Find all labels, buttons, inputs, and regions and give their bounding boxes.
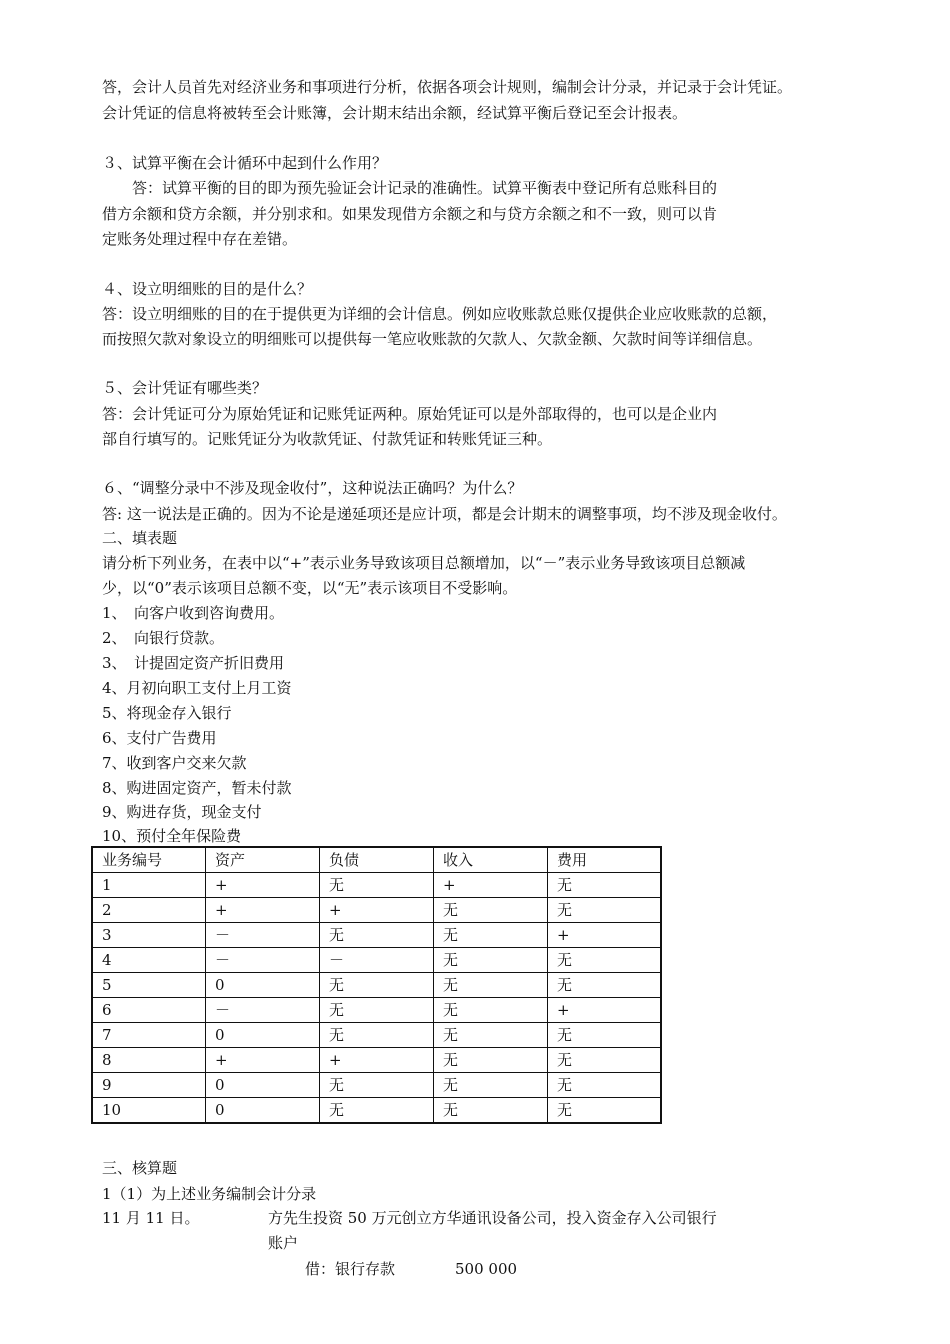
table-cell: 无 <box>548 948 662 973</box>
table-cell: 无 <box>548 1023 662 1048</box>
table-cell: 无 <box>320 923 434 948</box>
text-line: 定账务处理过程中存在差错。 <box>102 230 298 248</box>
table-row <box>92 973 661 998</box>
table-row <box>92 923 661 948</box>
debit-account: 借：银行存款 <box>305 1260 396 1278</box>
list-item: 9、购进存货，现金支付 <box>102 803 262 821</box>
column-header: 费用 <box>548 847 662 873</box>
table-cell: 无 <box>320 1023 434 1048</box>
table-cell: 无 <box>320 873 434 898</box>
table-cell: 1 <box>92 873 206 898</box>
text-line: 少，以“0”表示该项目总额不变，以“无”表示该项目不受影响。 <box>102 579 518 597</box>
question-heading: ５、会计凭证有哪些类？ <box>102 379 268 397</box>
table-cell: － <box>206 998 320 1023</box>
column-header: 收入 <box>434 847 548 873</box>
question-heading: ４、设立明细账的目的是什么？ <box>102 280 313 298</box>
table-cell: 无 <box>548 1098 662 1124</box>
question-heading: ６、“调整分录中不涉及现金收付”，这种说法正确吗？为什么？ <box>102 479 523 497</box>
column-header: 业务编号 <box>92 847 206 873</box>
table-row <box>92 873 661 898</box>
list-item: 10、预付全年保险费 <box>102 827 242 845</box>
text-line: 而按照欠款对象设立的明细账可以提供每一笔应收账款的欠款人、欠款金额、欠款时间等详细信息。 <box>102 330 763 348</box>
table-cell: 无 <box>434 1073 548 1098</box>
debit-amount: 500 000 <box>455 1260 518 1278</box>
table-row <box>92 1073 661 1098</box>
business-analysis-table <box>91 846 662 1124</box>
text-line: 请分析下列业务，在表中以“+”表示业务导致该项目总额增加，以“－”表示业务导致该项目总额减 <box>102 554 746 572</box>
table-cell: 无 <box>548 898 662 923</box>
list-item: 1、 向客户收到咨询费用。 <box>102 604 285 622</box>
text-line: 答：会计凭证可分为原始凭证和记账凭证两种。原始凭证可以是外部取得的，也可以是企业内 <box>102 405 718 423</box>
table-header-row <box>92 847 661 873</box>
table-cell: 无 <box>434 1023 548 1048</box>
column-header: 资产 <box>206 847 320 873</box>
list-item: 8、购进固定资产，暂未付款 <box>102 779 292 797</box>
table-cell: + <box>548 998 662 1023</box>
table-cell: 5 <box>92 973 206 998</box>
table-cell: 无 <box>434 973 548 998</box>
table-row <box>92 998 661 1023</box>
text-line: 答：试算平衡的目的即为预先验证会计记录的准确性。试算平衡表中登记所有总账科目的 <box>102 179 718 197</box>
table-cell: 无 <box>320 973 434 998</box>
table-cell: 无 <box>548 1048 662 1073</box>
table-row <box>92 1098 661 1124</box>
text-line: 会计凭证的信息将被转至会计账簿，会计期末结出余额，经试算平衡后登记至会计报表。 <box>102 104 688 122</box>
table-cell: 无 <box>434 898 548 923</box>
table-cell: 4 <box>92 948 206 973</box>
table-cell: + <box>434 873 548 898</box>
table-cell: 0 <box>206 1098 320 1124</box>
table-cell: 无 <box>434 923 548 948</box>
table-cell: 无 <box>548 873 662 898</box>
table-cell: 无 <box>434 1098 548 1124</box>
table-cell: + <box>320 1048 434 1073</box>
table-cell: 0 <box>206 1023 320 1048</box>
table-cell: 0 <box>206 1073 320 1098</box>
column-header: 负债 <box>320 847 434 873</box>
table-cell: 0 <box>206 973 320 998</box>
text-line: 答：设立明细账的目的在于提供更为详细的会计信息。例如应收账款总账仅提供企业应收账款的总额， <box>102 305 778 323</box>
list-item: 4、月初向职工支付上月工资 <box>102 679 292 697</box>
list-item: 7、收到客户交来欠款 <box>102 754 247 772</box>
table-row <box>92 1023 661 1048</box>
question-heading: 1（1）为上述业务编制会计分录 <box>102 1185 317 1203</box>
table-row <box>92 1048 661 1073</box>
table-cell: 无 <box>434 948 548 973</box>
list-item: 3、 计提固定资产折旧费用 <box>102 654 285 672</box>
table-cell: 10 <box>92 1098 206 1124</box>
list-item: 5、将现金存入银行 <box>102 704 232 722</box>
table-cell: 3 <box>92 923 206 948</box>
table-cell: 无 <box>434 1048 548 1073</box>
entry-description: 方先生投资 50 万元创立方华通讯设备公司，投入资金存入公司银行 <box>268 1209 717 1227</box>
table-cell: + <box>206 1048 320 1073</box>
text-line: 借方余额和贷方余额，并分别求和。如果发现借方余额之和与贷方余额之和不一致，则可以肯 <box>102 205 718 223</box>
text-line: 答，会计人员首先对经济业务和事项进行分析，依据各项会计规则，编制会计分录，并记录于会计凭证。 <box>102 78 793 96</box>
table-row <box>92 898 661 923</box>
section-heading: 二、填表题 <box>102 529 178 547</box>
question-heading: ３、试算平衡在会计循环中起到什么作用？ <box>102 154 388 172</box>
table-cell: 2 <box>92 898 206 923</box>
table-cell: 6 <box>92 998 206 1023</box>
table-cell: + <box>320 898 434 923</box>
table-cell: 无 <box>548 973 662 998</box>
table-row <box>92 948 661 973</box>
table-cell: 无 <box>320 998 434 1023</box>
table-cell: － <box>206 923 320 948</box>
table-cell: 无 <box>320 1098 434 1124</box>
text-line: 答: 这一说法是正确的。因为不论是递延项还是应计项，都是会计期末的调整事项，均不涉及现金收付。 <box>102 505 787 523</box>
section-heading: 三、核算题 <box>102 1159 178 1177</box>
entry-date: 11 月 11 日。 <box>102 1209 200 1227</box>
list-item: 6、支付广告费用 <box>102 729 217 747</box>
table-cell: 无 <box>548 1073 662 1098</box>
table-cell: － <box>206 948 320 973</box>
list-item: 2、 向银行贷款。 <box>102 629 225 647</box>
text-line: 部自行填写的。记账凭证分为收款凭证、付款凭证和转账凭证三种。 <box>102 430 553 448</box>
table-cell: + <box>206 873 320 898</box>
table-cell: － <box>320 948 434 973</box>
table-cell: 无 <box>320 1073 434 1098</box>
table-cell: 7 <box>92 1023 206 1048</box>
table-cell: 无 <box>434 998 548 1023</box>
table-cell: 9 <box>92 1073 206 1098</box>
table-cell: + <box>206 898 320 923</box>
entry-description: 账户 <box>268 1234 299 1252</box>
table-cell: + <box>548 923 662 948</box>
table-cell: 8 <box>92 1048 206 1073</box>
